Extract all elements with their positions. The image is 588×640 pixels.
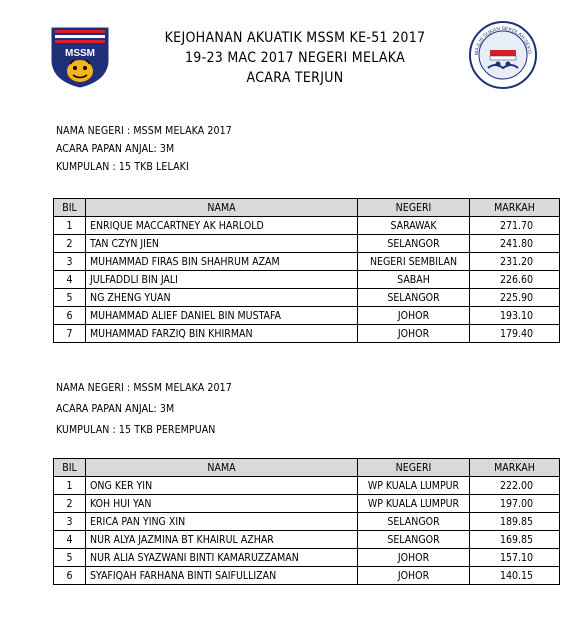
- table-row: [54, 531, 560, 549]
- row-bil: 5: [54, 549, 86, 567]
- row-negeri: SABAH: [358, 271, 470, 289]
- row-markah: 169.85: [470, 531, 560, 549]
- row-bil: 3: [54, 513, 86, 531]
- row-markah: 140.15: [470, 567, 560, 585]
- row-bil: 3: [54, 253, 86, 271]
- row-markah: 197.00: [470, 495, 560, 513]
- title-line-2: 19-23 MAC 2017 NEGERI MELAKA: [184, 50, 406, 66]
- row-nama: JULFADDLI BIN JALI: [86, 271, 358, 289]
- row-bil: 6: [54, 567, 86, 585]
- row-bil: 6: [54, 307, 86, 325]
- col-bil: BIL: [54, 199, 86, 217]
- council-seal-icon: [468, 20, 538, 90]
- section1-negeri: NAMA NEGERI : MSSM MELAKA 2017: [56, 125, 232, 137]
- row-bil: 5: [54, 289, 86, 307]
- results-table-lelaki: [53, 198, 560, 343]
- table-row: [54, 289, 560, 307]
- col-nama: NAMA: [86, 459, 358, 477]
- row-bil: 2: [54, 495, 86, 513]
- row-markah: 241.80: [470, 235, 560, 253]
- row-markah: 189.85: [470, 513, 560, 531]
- row-bil: 2: [54, 235, 86, 253]
- row-nama: MUHAMMAD ALIEF DANIEL BIN MUSTAFA: [86, 307, 358, 325]
- document-header: [0, 0, 588, 110]
- row-nama: ERICA PAN YING XIN: [86, 513, 358, 531]
- row-markah: 226.60: [470, 271, 560, 289]
- table-row: [54, 307, 560, 325]
- table-row: [54, 325, 560, 343]
- row-negeri: SARAWAK: [358, 217, 470, 235]
- row-markah: 225.90: [470, 289, 560, 307]
- row-negeri: JOHOR: [358, 549, 470, 567]
- row-negeri: NEGERI SEMBILAN: [358, 253, 470, 271]
- mssm-shield-icon: [50, 26, 110, 88]
- row-negeri: SELANGOR: [358, 513, 470, 531]
- row-nama: MUHAMMAD FARZIQ BIN KHIRMAN: [86, 325, 358, 343]
- row-bil: 7: [54, 325, 86, 343]
- row-markah: 193.10: [470, 307, 560, 325]
- row-bil: 1: [54, 217, 86, 235]
- section2-negeri: NAMA NEGERI : MSSM MELAKA 2017: [56, 382, 232, 394]
- table-row: [54, 235, 560, 253]
- row-nama: KOH HUI YAN: [86, 495, 358, 513]
- council-logo-text: MAJLIS SUKAN SEKOLAH-SEKO: [473, 25, 533, 56]
- row-negeri: SELANGOR: [358, 235, 470, 253]
- row-markah: 222.00: [470, 477, 560, 495]
- table-header-row: [54, 459, 560, 477]
- col-negeri: NEGERI: [358, 199, 470, 217]
- row-markah: 157.10: [470, 549, 560, 567]
- row-negeri: JOHOR: [358, 325, 470, 343]
- section2-kumpulan: KUMPULAN : 15 TKB PEREMPUAN: [56, 424, 216, 436]
- table-row: [54, 253, 560, 271]
- row-negeri: JOHOR: [358, 567, 470, 585]
- row-nama: NUR ALIA SYAZWANI BINTI KAMARUZZAMAN: [86, 549, 358, 567]
- row-markah: 179.40: [470, 325, 560, 343]
- title-line-1: KEJOHANAN AKUATIK MSSM KE-51 2017: [164, 30, 426, 46]
- col-negeri: NEGERI: [358, 459, 470, 477]
- row-nama: ENRIQUE MACCARTNEY AK HARLOLD: [86, 217, 358, 235]
- table-row: [54, 477, 560, 495]
- row-negeri: JOHOR: [358, 307, 470, 325]
- row-nama: NUR ALYA JAZMINA BT KHAIRUL AZHAR: [86, 531, 358, 549]
- results-table-perempuan: [53, 458, 560, 585]
- mssm-council-logo: [468, 20, 538, 90]
- row-nama: ONG KER YIN: [86, 477, 358, 495]
- mssm-logo-text: MSSM: [65, 48, 95, 59]
- row-bil: 4: [54, 271, 86, 289]
- row-negeri: SELANGOR: [358, 289, 470, 307]
- table-row: [54, 271, 560, 289]
- section1-acara: ACARA PAPAN ANJAL: 3M: [56, 143, 175, 155]
- table-row: [54, 567, 560, 585]
- col-bil: BIL: [54, 459, 86, 477]
- row-bil: 4: [54, 531, 86, 549]
- table-row: [54, 549, 560, 567]
- row-nama: TAN CZYN JIEN: [86, 235, 358, 253]
- row-nama: MUHAMMAD FIRAS BIN SHAHRUM AZAM: [86, 253, 358, 271]
- row-negeri: SELANGOR: [358, 531, 470, 549]
- table-row: [54, 217, 560, 235]
- col-markah: MARKAH: [470, 459, 560, 477]
- title-line-3: ACARA TERJUN: [246, 70, 344, 86]
- table-row: [54, 513, 560, 531]
- mssm-logo: [50, 26, 110, 88]
- col-markah: MARKAH: [470, 199, 560, 217]
- section2-acara: ACARA PAPAN ANJAL: 3M: [56, 403, 175, 415]
- col-nama: NAMA: [86, 199, 358, 217]
- table-header-row: [54, 199, 560, 217]
- section1-kumpulan: KUMPULAN : 15 TKB LELAKI: [56, 161, 189, 173]
- row-bil: 1: [54, 477, 86, 495]
- row-markah: 271.70: [470, 217, 560, 235]
- row-nama: NG ZHENG YUAN: [86, 289, 358, 307]
- row-nama: SYAFIQAH FARHANA BINTI SAIFULLIZAN: [86, 567, 358, 585]
- table-row: [54, 495, 560, 513]
- row-markah: 231.20: [470, 253, 560, 271]
- row-negeri: WP KUALA LUMPUR: [358, 495, 470, 513]
- row-negeri: WP KUALA LUMPUR: [358, 477, 470, 495]
